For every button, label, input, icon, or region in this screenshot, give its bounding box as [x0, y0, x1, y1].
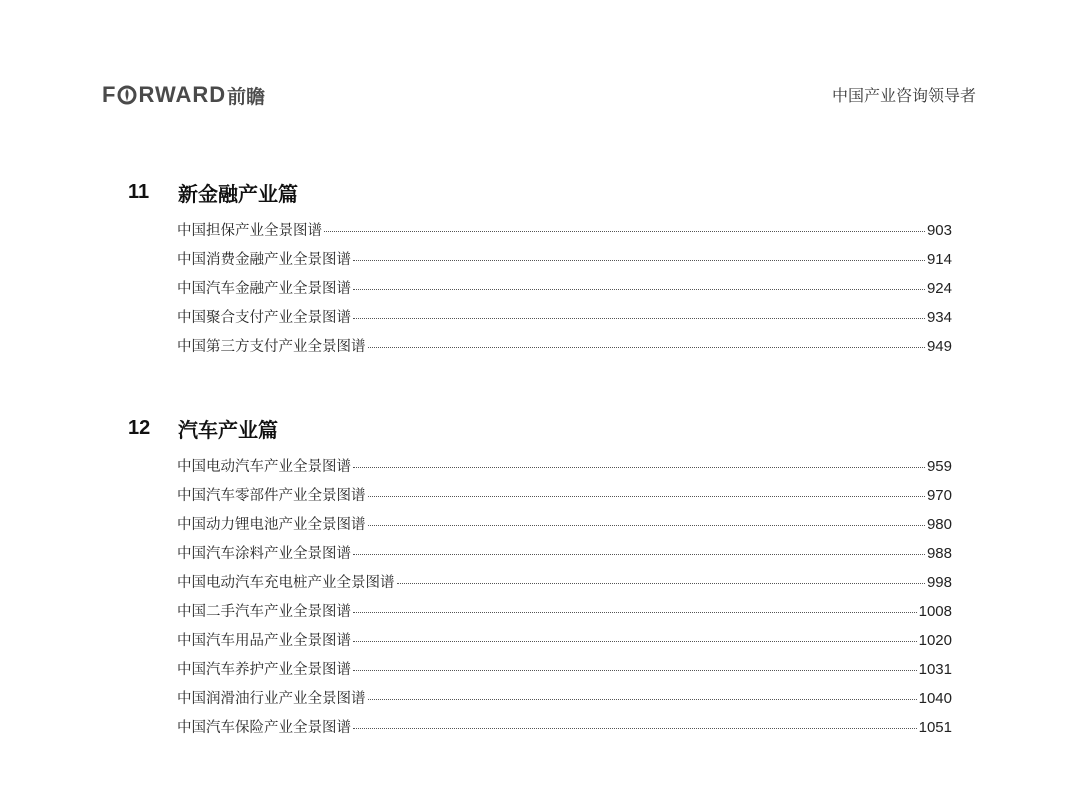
toc-entry-label: 中国电动汽车充电桩产业全景图谱 — [177, 575, 395, 591]
toc-entry[interactable] — [177, 629, 952, 658]
dot-leader — [368, 347, 925, 348]
toc-entry-page: 1040 — [918, 690, 952, 707]
toc-entry-label: 中国汽车涂料产业全景图谱 — [177, 546, 351, 562]
dot-leader — [368, 699, 917, 700]
header-tagline: 中国产业咨询领导者 — [831, 86, 976, 105]
dot-leader — [368, 525, 925, 526]
toc-entry-label: 中国二手汽车产业全景图谱 — [177, 604, 351, 620]
toc-entry-label: 中国第三方支付产业全景图谱 — [177, 339, 366, 355]
toc-entry[interactable] — [177, 542, 952, 571]
toc-entry[interactable] — [177, 219, 952, 248]
toc-entry[interactable] — [177, 455, 952, 484]
toc-entry[interactable] — [177, 600, 952, 629]
toc-entry[interactable] — [177, 716, 952, 745]
dot-leader — [353, 318, 925, 319]
toc-list — [128, 219, 952, 364]
toc-entry[interactable] — [177, 658, 952, 687]
toc-entry[interactable] — [177, 277, 952, 306]
toc-entry-label: 中国汽车养护产业全景图谱 — [177, 662, 351, 678]
page-header — [102, 80, 976, 110]
section-heading — [128, 178, 952, 206]
toc-entry-page: 998 — [926, 574, 952, 591]
toc-entry-label: 中国担保产业全景图谱 — [177, 223, 322, 239]
logo-letter-f: F — [102, 82, 117, 107]
toc-entry-page: 949 — [926, 338, 952, 355]
section-title: 新金融产业篇 — [178, 181, 298, 206]
toc-entry[interactable] — [177, 513, 952, 542]
dot-leader — [353, 641, 917, 642]
toc-entry[interactable] — [177, 571, 952, 600]
dot-leader — [353, 670, 917, 671]
dot-leader — [324, 231, 925, 232]
toc-entry-page: 1020 — [918, 632, 952, 649]
section-number: 12 — [128, 416, 151, 439]
toc-entry-label: 中国电动汽车产业全景图谱 — [177, 459, 351, 475]
toc-entry-page: 1008 — [918, 603, 952, 620]
toc-entry-page: 959 — [926, 458, 952, 475]
section-title: 汽车产业篇 — [178, 417, 278, 442]
toc-entry[interactable] — [177, 335, 952, 364]
toc-entry-label: 中国汽车保险产业全景图谱 — [177, 720, 351, 736]
toc-section-12 — [128, 414, 952, 745]
toc-entry-label: 中国汽车金融产业全景图谱 — [177, 281, 351, 297]
toc-section-11 — [128, 178, 952, 364]
logo-wordmark: RWARD — [138, 82, 227, 107]
toc-entry-label: 中国汽车零部件产业全景图谱 — [177, 488, 366, 504]
section-number: 11 — [128, 180, 150, 203]
toc-entry-page: 980 — [926, 516, 952, 533]
dot-leader — [368, 496, 925, 497]
toc-entry-page: 988 — [926, 545, 952, 562]
dot-leader — [353, 289, 925, 290]
dot-leader — [353, 728, 917, 729]
toc-entry-label: 中国聚合支付产业全景图谱 — [177, 310, 351, 326]
toc-entry-page: 924 — [926, 280, 952, 297]
logo-chinese-name: 前瞻 — [227, 85, 266, 108]
toc-entry[interactable] — [177, 687, 952, 716]
toc-entry-label: 中国消费金融产业全景图谱 — [177, 252, 351, 268]
dot-leader — [353, 467, 925, 468]
toc-entry-page: 914 — [926, 251, 952, 268]
toc-list — [128, 455, 952, 745]
section-heading — [128, 414, 952, 442]
dot-leader — [353, 260, 925, 261]
toc-entry-label: 中国汽车用品产业全景图谱 — [177, 633, 351, 649]
toc-entry[interactable] — [177, 484, 952, 513]
toc-entry-label: 中国润滑油行业产业全景图谱 — [177, 691, 366, 707]
toc-entry-label: 中国动力锂电池产业全景图谱 — [177, 517, 366, 533]
toc-entry[interactable] — [177, 306, 952, 335]
dot-leader — [353, 554, 925, 555]
toc-entry[interactable] — [177, 248, 952, 277]
toc-entry-page: 903 — [926, 222, 952, 239]
dot-leader — [353, 612, 917, 613]
forward-logo — [102, 80, 265, 110]
toc-entry-page: 1051 — [918, 719, 952, 736]
dot-leader — [397, 583, 925, 584]
toc-entry-page: 934 — [926, 309, 952, 326]
logo-o-mark-icon — [117, 85, 137, 105]
toc-entry-page: 970 — [926, 487, 952, 504]
toc-entry-page: 1031 — [918, 661, 952, 678]
